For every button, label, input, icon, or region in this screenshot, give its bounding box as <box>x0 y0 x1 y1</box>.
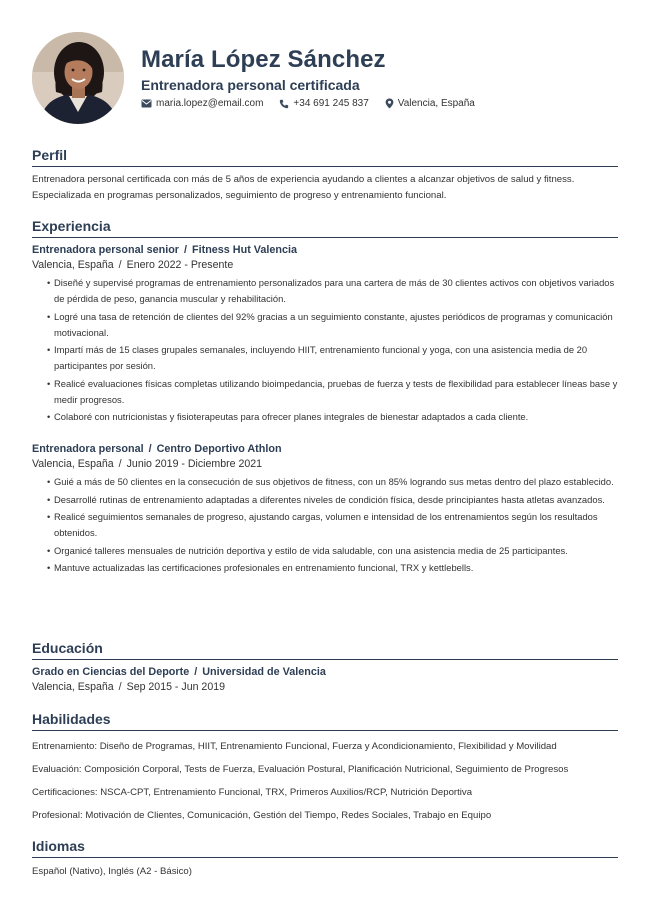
job-location: Valencia, España <box>32 458 114 470</box>
list-item: • Mantuve actualizadas las certificaciones profesionales en entrenamiento funcional, TRX y kettlebells. <box>48 560 618 576</box>
job-role: Entrenadora personal senior <box>32 244 179 256</box>
mail-icon <box>141 99 152 108</box>
list-item: • Realicé evaluaciones físicas completas utilizando bioimpedancia, pruebas de fuerza y tests de flexibilidad para establecer líneas base y medir progresos. <box>48 376 618 408</box>
list-item: • Logré una tasa de retención de clientes del 92% gracias a un seguimiento constante, ajustes periódicos de programas y comunicación motivacional. <box>48 309 618 341</box>
section-title-languages: Idiomas <box>32 838 618 858</box>
job-company: Centro Deportivo Athlon <box>156 443 282 455</box>
job-entry <box>32 442 618 576</box>
location-text: Valencia, España <box>397 98 475 109</box>
education-dates: Sep 2015 - Jun 2019 <box>126 681 225 693</box>
phone-icon <box>279 99 289 109</box>
skill-line: Entrenamiento: Diseño de Programas, HIIT, Entrenamiento Funcional, Fuerza y Acondicionamiento, Flexibilidad y Movilidad <box>32 741 557 752</box>
job-role: Entrenadora personal <box>32 443 144 455</box>
job-dates: Enero 2022 - Presente <box>126 259 234 271</box>
candidate-name: María López Sánchez <box>141 46 386 73</box>
skill-line: Certificaciones: NSCA-CPT, Entrenamiento Funcional, TRX, Primeros Auxilios/RCP, Nutrición Deportiva <box>32 787 473 798</box>
list-item: • Impartí más de 15 clases grupales semanales, incluyendo HIIT, entrenamiento funcional y yoga, con una asistencia media de 20 participantes por sesión. <box>48 342 618 374</box>
job-entry <box>32 243 618 425</box>
contact-email[interactable] <box>141 98 263 109</box>
list-item: • Realicé seguimientos semanales de progreso, ajustando cargas, volumen e intensidad de los entrenamientos según los resultados obtenidos. <box>48 509 618 541</box>
job-meta <box>32 457 618 472</box>
candidate-title: Entrenadora personal certificada <box>141 77 360 93</box>
separator: / <box>148 443 152 455</box>
contact-phone[interactable] <box>279 98 368 109</box>
degree: Grado en Ciencias del Deporte <box>32 666 190 678</box>
job-meta <box>32 258 618 273</box>
section-title-education: Educación <box>32 640 618 660</box>
list-item: • Diseñé y supervisé programas de entrenamiento personalizados para una cartera de más de 30 clientes activos con objetivos variados de pérdida de peso, ganancia muscular y rehabilitación. <box>48 275 618 307</box>
section-title-experience: Experiencia <box>32 218 618 238</box>
contact-location <box>385 98 475 109</box>
list-item: • Desarrollé rutinas de entrenamiento adaptadas a diferentes niveles de condición física, desde principiantes hasta atletas avanzados. <box>48 492 618 508</box>
education-meta <box>32 680 618 695</box>
school: Universidad de Valencia <box>202 666 326 678</box>
list-item: • Colaboré con nutricionistas y fisioterapeutas para ofrecer planes integrales de bienestar adaptados a cada cliente. <box>48 409 618 425</box>
skills-section <box>32 711 618 823</box>
job-heading <box>32 243 618 258</box>
education-heading <box>32 665 618 680</box>
profile-summary: Entrenadora personal certificada con más de 5 años de experiencia ayudando a clientes a alcanzar objetivos de salud y fitness. Especializada en programas personalizados, seguimiento de progreso y entrenamiento funcional. <box>32 174 575 201</box>
separator: / <box>118 259 122 271</box>
list-item: • Guié a más de 50 clientes en la consecución de sus objetivos de fitness, con un 85% logrando sus metas dentro del plazo establecido. <box>48 474 618 490</box>
education-section <box>32 640 618 695</box>
job-bullets <box>32 275 618 425</box>
experience-section <box>32 218 618 578</box>
languages-section <box>32 838 618 879</box>
job-heading <box>32 442 618 457</box>
separator: / <box>118 681 122 693</box>
skill-line: Evaluación: Composición Corporal, Tests de Fuerza, Evaluación Postural, Planificación Nutricional, Seguimiento de Progresos <box>32 764 569 775</box>
job-company: Fitness Hut Valencia <box>192 244 298 256</box>
resume-header <box>32 32 622 126</box>
job-bullets <box>32 474 618 576</box>
phone-text: +34 691 245 837 <box>293 98 369 109</box>
separator: / <box>118 458 122 470</box>
contact-info <box>141 98 491 109</box>
separator: / <box>184 244 187 256</box>
separator: / <box>194 666 198 678</box>
location-pin-icon <box>385 98 394 109</box>
skill-line: Profesional: Motivación de Clientes, Comunicación, Gestión del Tiempo, Redes Sociales, Trabajo en Equipo <box>32 810 492 821</box>
section-title-skills: Habilidades <box>32 711 618 731</box>
list-item: • Organicé talleres mensuales de nutrición deportiva y estilo de vida saludable, con una asistencia media de 25 participantes. <box>48 543 618 559</box>
job-location: Valencia, España <box>32 259 114 271</box>
languages-text: Español (Nativo), Inglés (A2 - Básico) <box>32 866 192 877</box>
section-title-profile: Perfil <box>32 147 618 167</box>
profile-section <box>32 147 618 204</box>
profile-photo <box>32 32 124 124</box>
education-location: Valencia, España <box>32 681 114 693</box>
email-text: maria.lopez@email.com <box>156 98 264 109</box>
job-dates: Junio 2019 - Diciembre 2021 <box>126 458 263 470</box>
